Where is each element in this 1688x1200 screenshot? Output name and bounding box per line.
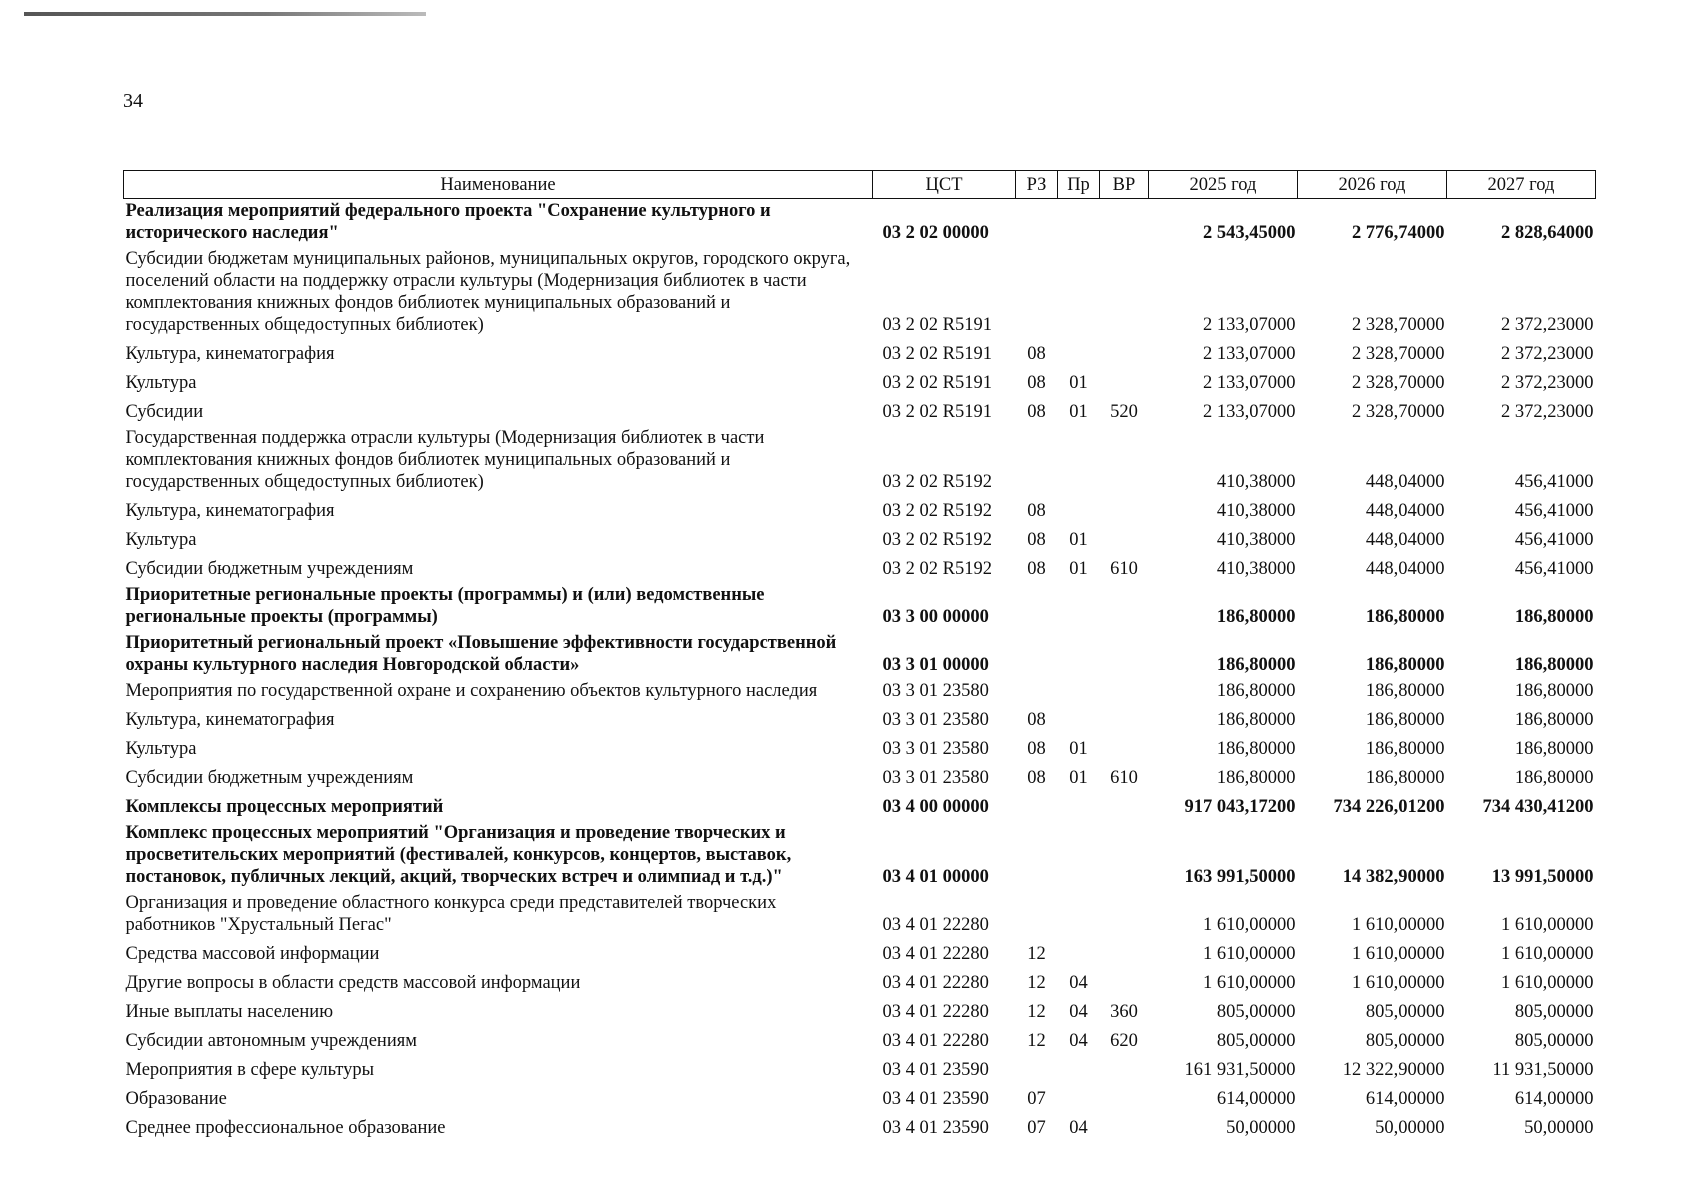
row-cst-cell: 03 4 01 22280 xyxy=(882,944,989,964)
row-2025-cell: 50,00000 xyxy=(1226,1118,1296,1138)
row-2025-cell: 186,80000 xyxy=(1216,655,1296,675)
row-vr-cell xyxy=(1100,968,1149,997)
row-rz-cell: 07 xyxy=(1027,1118,1046,1138)
row-cst-cell: 03 2 02 R5191 xyxy=(882,402,992,422)
row-2027-cell: 456,41000 xyxy=(1514,530,1594,550)
row-rz-cell xyxy=(1016,199,1058,248)
row-rz-cell xyxy=(1016,631,1058,679)
row-2026-cell: 2 776,74000 xyxy=(1352,223,1445,243)
row-2026-cell: 2 328,70000 xyxy=(1352,402,1445,422)
row-cst-cell: 03 3 01 23580 xyxy=(882,710,989,730)
row-2027-cell: 186,80000 xyxy=(1514,768,1594,788)
row-vr-cell xyxy=(1100,1113,1149,1142)
row-rz-cell: 08 xyxy=(1027,402,1046,422)
row-pr-cell: 01 xyxy=(1069,559,1088,579)
row-2025-cell: 2 133,07000 xyxy=(1203,402,1296,422)
row-2027-cell: 1 610,00000 xyxy=(1501,944,1594,964)
row-2026-cell: 2 328,70000 xyxy=(1352,315,1445,335)
row-2025-cell: 186,80000 xyxy=(1216,768,1296,788)
row-2026-cell: 1 610,00000 xyxy=(1352,973,1445,993)
row-2026-cell: 2 328,70000 xyxy=(1352,373,1445,393)
row-name-cell: Организация и проведение областного конкурса среди представителей творческих работников "Хрустальный Пегас" xyxy=(125,893,777,935)
page-number: 34 xyxy=(123,90,143,112)
row-rz-cell xyxy=(1016,679,1058,705)
row-pr-cell: 01 xyxy=(1069,402,1088,422)
header-name: Наименование xyxy=(124,171,873,199)
row-2026-cell: 805,00000 xyxy=(1365,1002,1445,1022)
row-pr-cell xyxy=(1058,821,1100,891)
row-cst-cell: 03 3 00 00000 xyxy=(882,607,989,627)
row-pr-cell: 04 xyxy=(1069,1002,1088,1022)
row-2026-cell: 448,04000 xyxy=(1365,559,1445,579)
row-pr-cell xyxy=(1058,705,1100,734)
row-pr-cell: 01 xyxy=(1069,530,1088,550)
row-2027-cell: 50,00000 xyxy=(1524,1118,1594,1138)
row-pr-cell xyxy=(1058,679,1100,705)
table-row xyxy=(124,426,1596,496)
row-pr-cell xyxy=(1058,939,1100,968)
row-vr-cell: 520 xyxy=(1110,402,1138,422)
row-cst-cell: 03 2 02 00000 xyxy=(882,223,989,243)
row-2025-cell: 1 610,00000 xyxy=(1203,915,1296,935)
row-2027-cell: 186,80000 xyxy=(1514,681,1594,701)
row-2025-cell: 2 133,07000 xyxy=(1203,315,1296,335)
row-vr-cell xyxy=(1100,247,1149,339)
table-row xyxy=(124,679,1596,705)
table-row xyxy=(124,1026,1596,1055)
row-cst-cell: 03 4 01 22280 xyxy=(882,915,989,935)
row-pr-cell xyxy=(1058,247,1100,339)
row-2025-cell: 917 043,17200 xyxy=(1184,797,1296,817)
table-row xyxy=(124,525,1596,554)
table-row xyxy=(124,583,1596,631)
table-row xyxy=(124,554,1596,583)
row-2025-cell: 410,38000 xyxy=(1216,472,1296,492)
row-cst-cell: 03 2 02 R5191 xyxy=(882,344,992,364)
row-name-cell: Субсидии xyxy=(125,402,204,422)
budget-table xyxy=(123,170,1596,1142)
row-name-cell: Мероприятия в сфере культуры xyxy=(125,1060,375,1080)
header-2026: 2026 год xyxy=(1298,171,1447,199)
row-2026-cell: 1 610,00000 xyxy=(1352,915,1445,935)
row-2026-cell: 186,80000 xyxy=(1365,607,1445,627)
row-2027-cell: 13 991,50000 xyxy=(1491,867,1594,887)
table-row xyxy=(124,1084,1596,1113)
row-2027-cell: 186,80000 xyxy=(1514,739,1594,759)
table-row xyxy=(124,397,1596,426)
row-name-cell: Субсидии бюджетным учреждениям xyxy=(125,559,414,579)
row-name-cell: Субсидии бюджетам муниципальных районов, муниципальных округов, городского округа, поселений области на поддержку отрасли культуры (Модернизация библиотек в части комплектования книжных фондов библиотек муниципальных образований и государственных общедоступных библиотек) xyxy=(125,249,851,335)
row-pr-cell xyxy=(1058,199,1100,248)
row-2027-cell: 2 372,23000 xyxy=(1501,344,1594,364)
row-rz-cell xyxy=(1016,247,1058,339)
row-vr-cell xyxy=(1100,792,1149,821)
row-2026-cell: 1 610,00000 xyxy=(1352,944,1445,964)
row-vr-cell xyxy=(1100,339,1149,368)
row-cst-cell: 03 3 01 00000 xyxy=(882,655,989,675)
row-vr-cell xyxy=(1100,199,1149,248)
row-2027-cell: 1 610,00000 xyxy=(1501,973,1594,993)
row-name-cell: Средства массовой информации xyxy=(125,944,380,964)
table-row xyxy=(124,939,1596,968)
row-2025-cell: 410,38000 xyxy=(1216,559,1296,579)
row-vr-cell: 620 xyxy=(1110,1031,1138,1051)
row-pr-cell xyxy=(1058,426,1100,496)
table-row xyxy=(124,763,1596,792)
row-2027-cell: 805,00000 xyxy=(1514,1031,1594,1051)
row-rz-cell: 08 xyxy=(1027,768,1046,788)
row-vr-cell: 610 xyxy=(1110,768,1138,788)
row-vr-cell xyxy=(1100,939,1149,968)
row-2025-cell: 2 133,07000 xyxy=(1203,373,1296,393)
row-rz-cell: 12 xyxy=(1027,1002,1046,1022)
row-cst-cell: 03 3 01 23580 xyxy=(882,768,989,788)
row-name-cell: Комплексы процессных мероприятий xyxy=(125,797,444,817)
row-rz-cell: 12 xyxy=(1027,973,1046,993)
row-name-cell: Среднее профессиональное образование xyxy=(125,1118,446,1138)
row-cst-cell: 03 4 01 00000 xyxy=(882,867,989,887)
row-2027-cell: 456,41000 xyxy=(1514,559,1594,579)
row-name-cell: Государственная поддержка отрасли культуры (Модернизация библиотек в части комплектования книжных фондов библиотек муниципальных образований и государственных общедоступных библиотек) xyxy=(125,428,765,492)
row-cst-cell: 03 4 01 23590 xyxy=(882,1060,989,1080)
table-row xyxy=(124,792,1596,821)
row-2025-cell: 186,80000 xyxy=(1216,739,1296,759)
row-2027-cell: 11 931,50000 xyxy=(1492,1060,1594,1080)
table-row xyxy=(124,705,1596,734)
row-vr-cell: 610 xyxy=(1110,559,1138,579)
row-cst-cell: 03 3 01 23580 xyxy=(882,739,989,759)
row-2027-cell: 2 372,23000 xyxy=(1501,315,1594,335)
table-row xyxy=(124,1055,1596,1084)
row-pr-cell xyxy=(1058,1055,1100,1084)
row-vr-cell xyxy=(1100,496,1149,525)
table-header-row xyxy=(124,171,1596,199)
row-2026-cell: 805,00000 xyxy=(1365,1031,1445,1051)
row-2026-cell: 186,80000 xyxy=(1365,739,1445,759)
row-2026-cell: 186,80000 xyxy=(1365,710,1445,730)
header-cst: ЦСТ xyxy=(873,171,1016,199)
row-2025-cell: 186,80000 xyxy=(1216,710,1296,730)
row-rz-cell xyxy=(1016,792,1058,821)
row-name-cell: Культура, кинематография xyxy=(125,344,335,364)
row-2027-cell: 2 372,23000 xyxy=(1501,402,1594,422)
row-rz-cell: 07 xyxy=(1027,1089,1046,1109)
row-cst-cell: 03 2 02 R5192 xyxy=(882,530,992,550)
header-2025: 2025 год xyxy=(1149,171,1298,199)
row-2025-cell: 410,38000 xyxy=(1216,530,1296,550)
row-pr-cell: 04 xyxy=(1069,973,1088,993)
row-2027-cell: 1 610,00000 xyxy=(1501,915,1594,935)
row-cst-cell: 03 2 02 R5192 xyxy=(882,559,992,579)
row-vr-cell xyxy=(1100,525,1149,554)
row-rz-cell: 08 xyxy=(1027,373,1046,393)
table-row xyxy=(124,821,1596,891)
row-rz-cell: 08 xyxy=(1027,710,1046,730)
row-pr-cell xyxy=(1058,583,1100,631)
row-pr-cell xyxy=(1058,891,1100,939)
row-2026-cell: 448,04000 xyxy=(1365,501,1445,521)
table-row xyxy=(124,368,1596,397)
row-2027-cell: 2 372,23000 xyxy=(1501,373,1594,393)
table-row xyxy=(124,631,1596,679)
row-2025-cell: 2 133,07000 xyxy=(1203,344,1296,364)
row-cst-cell: 03 4 00 00000 xyxy=(882,797,989,817)
row-2025-cell: 805,00000 xyxy=(1216,1002,1296,1022)
row-2025-cell: 614,00000 xyxy=(1216,1089,1296,1109)
row-2027-cell: 614,00000 xyxy=(1514,1089,1594,1109)
row-pr-cell xyxy=(1058,496,1100,525)
row-2026-cell: 186,80000 xyxy=(1365,681,1445,701)
table-body xyxy=(124,199,1596,1143)
row-vr-cell: 360 xyxy=(1110,1002,1138,1022)
row-2026-cell: 14 382,90000 xyxy=(1342,867,1445,887)
row-pr-cell: 04 xyxy=(1069,1031,1088,1051)
row-rz-cell xyxy=(1016,1055,1058,1084)
row-vr-cell xyxy=(1100,734,1149,763)
row-2027-cell: 805,00000 xyxy=(1514,1002,1594,1022)
row-2027-cell: 186,80000 xyxy=(1514,607,1594,627)
row-cst-cell: 03 4 01 22280 xyxy=(882,973,989,993)
row-cst-cell: 03 4 01 22280 xyxy=(882,1002,989,1022)
table-row xyxy=(124,247,1596,339)
row-rz-cell: 08 xyxy=(1027,530,1046,550)
table-row xyxy=(124,891,1596,939)
row-pr-cell xyxy=(1058,339,1100,368)
row-2027-cell: 2 828,64000 xyxy=(1501,223,1594,243)
row-2026-cell: 50,00000 xyxy=(1375,1118,1445,1138)
row-pr-cell: 01 xyxy=(1069,768,1088,788)
row-2027-cell: 186,80000 xyxy=(1514,710,1594,730)
row-vr-cell xyxy=(1100,891,1149,939)
row-rz-cell: 12 xyxy=(1027,944,1046,964)
table-row xyxy=(124,496,1596,525)
row-cst-cell: 03 2 02 R5191 xyxy=(882,373,992,393)
header-2027: 2027 год xyxy=(1447,171,1596,199)
row-2025-cell: 805,00000 xyxy=(1216,1031,1296,1051)
row-rz-cell: 08 xyxy=(1027,501,1046,521)
row-name-cell: Культура, кинематография xyxy=(125,501,335,521)
row-pr-cell: 01 xyxy=(1069,373,1088,393)
row-rz-cell: 08 xyxy=(1027,344,1046,364)
row-pr-cell: 04 xyxy=(1069,1118,1088,1138)
row-vr-cell xyxy=(1100,679,1149,705)
row-vr-cell xyxy=(1100,1084,1149,1113)
row-cst-cell: 03 2 02 R5192 xyxy=(882,472,992,492)
row-vr-cell xyxy=(1100,583,1149,631)
row-2026-cell: 186,80000 xyxy=(1365,655,1445,675)
row-rz-cell: 12 xyxy=(1027,1031,1046,1051)
row-rz-cell xyxy=(1016,426,1058,496)
row-vr-cell xyxy=(1100,426,1149,496)
row-rz-cell xyxy=(1016,891,1058,939)
row-name-cell: Мероприятия по государственной охране и сохранению объектов культурного наследия xyxy=(125,681,818,701)
row-cst-cell: 03 4 01 22280 xyxy=(882,1031,989,1051)
row-2027-cell: 186,80000 xyxy=(1514,655,1594,675)
table-row xyxy=(124,339,1596,368)
header-pr: Пр xyxy=(1058,171,1100,199)
table-row xyxy=(124,734,1596,763)
row-cst-cell: 03 3 01 23580 xyxy=(882,681,989,701)
scan-artifact-line xyxy=(24,12,426,16)
row-vr-cell xyxy=(1100,705,1149,734)
row-2026-cell: 186,80000 xyxy=(1365,768,1445,788)
row-name-cell: Культура xyxy=(125,373,197,393)
row-rz-cell: 08 xyxy=(1027,739,1046,759)
row-vr-cell xyxy=(1100,368,1149,397)
row-name-cell: Приоритетные региональные проекты (программы) и (или) ведомственные региональные проекты (программы) xyxy=(125,585,765,627)
row-name-cell: Приоритетный региональный проект «Повышение эффективности государственной охраны культурного наследия Новгородской области» xyxy=(125,633,837,675)
row-2026-cell: 12 322,90000 xyxy=(1342,1060,1445,1080)
row-2027-cell: 456,41000 xyxy=(1514,501,1594,521)
row-cst-cell: 03 4 01 23590 xyxy=(882,1089,989,1109)
row-2025-cell: 1 610,00000 xyxy=(1203,944,1296,964)
row-cst-cell: 03 4 01 23590 xyxy=(882,1118,989,1138)
header-vr: ВР xyxy=(1100,171,1149,199)
row-2025-cell: 163 991,50000 xyxy=(1184,867,1296,887)
row-2025-cell: 1 610,00000 xyxy=(1203,973,1296,993)
table-row xyxy=(124,199,1596,248)
row-rz-cell xyxy=(1016,583,1058,631)
row-pr-cell xyxy=(1058,1084,1100,1113)
row-cst-cell: 03 2 02 R5191 xyxy=(882,315,992,335)
row-rz-cell xyxy=(1016,821,1058,891)
table-row xyxy=(124,997,1596,1026)
row-pr-cell xyxy=(1058,792,1100,821)
row-pr-cell: 01 xyxy=(1069,739,1088,759)
row-2027-cell: 734 430,41200 xyxy=(1482,797,1594,817)
row-cst-cell: 03 2 02 R5192 xyxy=(882,501,992,521)
row-pr-cell xyxy=(1058,631,1100,679)
row-name-cell: Реализация мероприятий федерального проекта "Сохранение культурного и исторического наследия" xyxy=(125,201,771,243)
row-name-cell: Культура xyxy=(125,739,197,759)
row-name-cell: Культура xyxy=(125,530,197,550)
row-2026-cell: 614,00000 xyxy=(1365,1089,1445,1109)
row-2025-cell: 161 931,50000 xyxy=(1184,1060,1296,1080)
row-2026-cell: 734 226,01200 xyxy=(1333,797,1445,817)
row-vr-cell xyxy=(1100,821,1149,891)
row-2026-cell: 448,04000 xyxy=(1365,530,1445,550)
row-name-cell: Субсидии бюджетным учреждениям xyxy=(125,768,414,788)
row-name-cell: Образование xyxy=(125,1089,227,1109)
header-rz: РЗ xyxy=(1016,171,1058,199)
row-name-cell: Комплекс процессных мероприятий "Организация и проведение творческих и просветительских мероприятий (фестивалей, конкурсов, концертов, выставок, постановок, публичных лекций, акций, творческих встреч и олимпиад и т.д.)" xyxy=(125,823,792,887)
row-name-cell: Иные выплаты населению xyxy=(125,1002,334,1022)
row-name-cell: Другие вопросы в области средств массовой информации xyxy=(125,973,581,993)
row-name-cell: Субсидии автономным учреждениям xyxy=(125,1031,417,1051)
row-vr-cell xyxy=(1100,631,1149,679)
row-2025-cell: 2 543,45000 xyxy=(1203,223,1296,243)
row-2027-cell: 456,41000 xyxy=(1514,472,1594,492)
row-2025-cell: 186,80000 xyxy=(1216,681,1296,701)
row-rz-cell: 08 xyxy=(1027,559,1046,579)
row-2026-cell: 2 328,70000 xyxy=(1352,344,1445,364)
row-name-cell: Культура, кинематография xyxy=(125,710,335,730)
row-vr-cell xyxy=(1100,1055,1149,1084)
row-2025-cell: 186,80000 xyxy=(1216,607,1296,627)
table-row xyxy=(124,968,1596,997)
row-2026-cell: 448,04000 xyxy=(1365,472,1445,492)
table-row xyxy=(124,1113,1596,1142)
row-2025-cell: 410,38000 xyxy=(1216,501,1296,521)
